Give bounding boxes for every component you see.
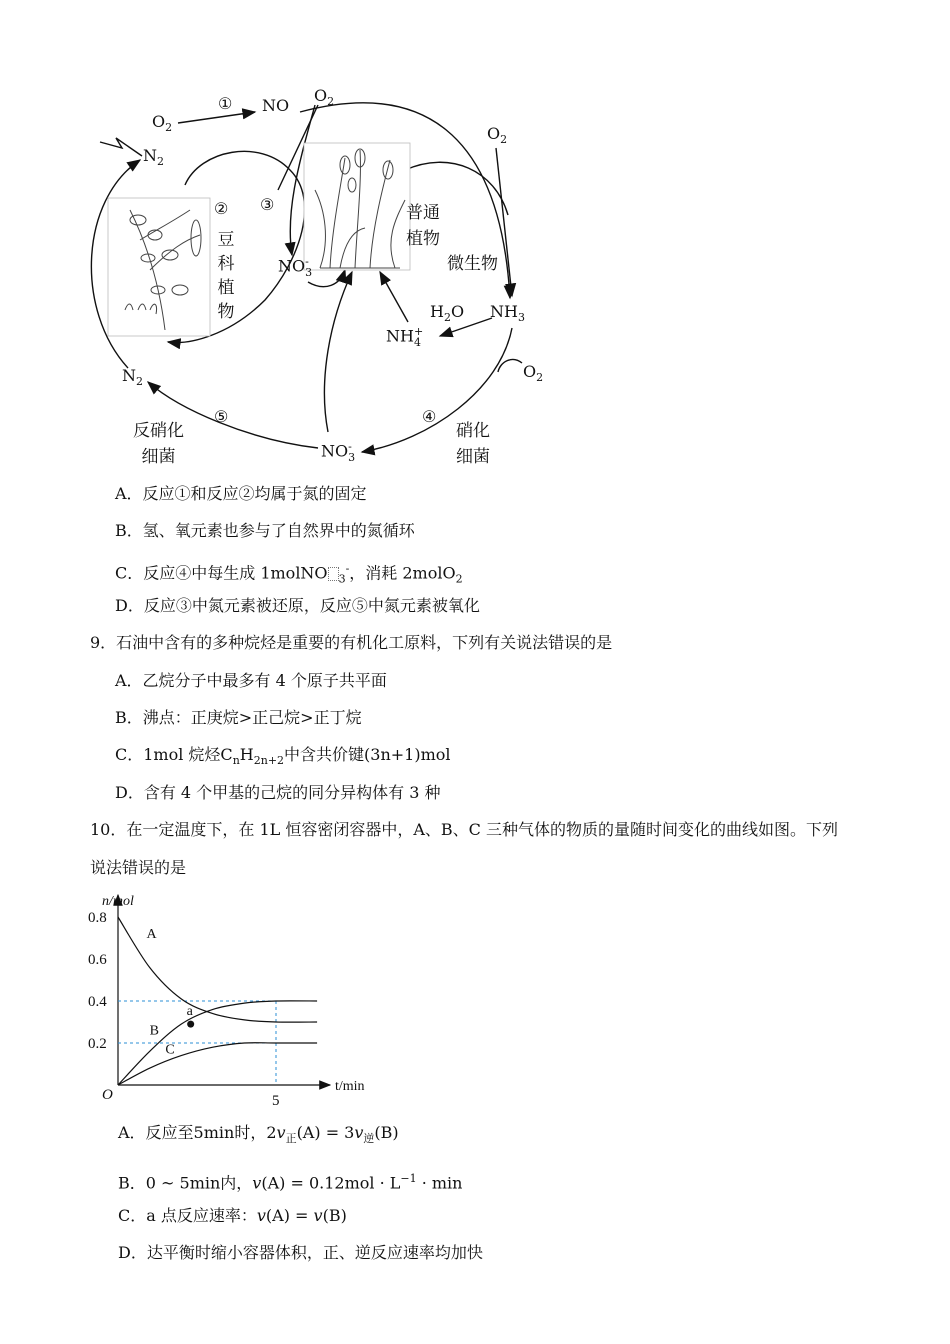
o2-label-left: $O_2$: [152, 112, 173, 135]
o2-label-bottom: $O_2$: [523, 362, 544, 385]
n2-label-bottom: $N_2$: [122, 366, 143, 389]
y-tick-label: 0.6: [88, 952, 107, 968]
amount-vs-time-chart: [80, 885, 390, 1110]
q8-option-d: D．反应③中氮元素被还原，反应⑤中氮元素被氧化: [115, 596, 480, 615]
nitrifying-bacteria-label: 硝化 细菌: [456, 421, 490, 467]
y-axis-label: n/mol: [102, 894, 134, 909]
legume-plant-image: [108, 198, 210, 336]
q8-option-c: C．反应④中每生成 1molNO $_3$-，消耗 2molO$_2$: [115, 562, 463, 586]
q10-stem-line1: 10．在一定温度下，在 1L 恒容密闭容器中，A、B、C 三种气体的物质的量随时间变化的曲线如图。下列: [90, 820, 838, 839]
y-tick-label: 0.8: [88, 910, 107, 926]
denitrifying-bacteria-label: 反硝化 细菌: [133, 421, 184, 467]
q10-stem-line2: 说法错误的是: [90, 858, 187, 877]
nitrogen-cycle-diagram: [0, 0, 950, 480]
o2-label-right: $O_2$: [487, 124, 508, 147]
point-a-marker: [187, 1021, 194, 1028]
series-A-label: A: [146, 927, 157, 942]
q8-option-a: A．反应①和反应②均属于氮的固定: [115, 484, 367, 503]
q10-option-b: B．0 ~ 5min内，$v(A) = 0.12mol \cdot L^{-1} \cdot \min$: [118, 1172, 463, 1193]
microbe-label: 微生物: [447, 254, 498, 274]
step-3-label: ③: [260, 195, 275, 214]
q9-option-d: D．含有 4 个甲基的己烷的同分异构体有 3 种: [115, 783, 441, 802]
o2-label-top: $O_2$: [314, 86, 335, 109]
origin-label: O: [102, 1087, 113, 1103]
series-B-label: B: [149, 1023, 159, 1039]
q9-option-c: C．1mol 烷烃$C_nH_{2n+2}$中含共价键(3n+1)mol: [115, 745, 451, 768]
common-plant-label: 普通 植物: [406, 203, 440, 249]
n2-label-top: $N_2$: [143, 146, 164, 169]
nh3-label: $NH_3$: [490, 302, 525, 325]
q9-option-b: B．沸点：正庚烷>正己烷>正丁烷: [115, 708, 362, 727]
common-plant-image: [304, 143, 410, 270]
x-axis-label: t/min: [335, 1079, 365, 1094]
step-2-label: ②: [214, 199, 229, 218]
step-5-label: ⑤: [214, 407, 229, 426]
x-tick-label: 5: [272, 1093, 280, 1109]
no3-label-bottom: NO - 3: [321, 440, 356, 464]
series-C-line: [118, 1043, 317, 1085]
q9-option-a: A．乙烷分子中最多有 4 个原子共平面: [115, 671, 387, 690]
q10-option-d: D．达平衡时缩小容器体积，正、逆反应速率均加快: [118, 1243, 483, 1262]
h2o-label: $H_2O$: [430, 302, 465, 325]
point-a-label: a: [186, 1004, 193, 1020]
nh4-label: NH + 4: [386, 325, 424, 349]
step-1-label: ①: [218, 94, 233, 113]
q8-option-b: B．氢、氧元素也参与了自然界中的氮循环: [115, 521, 415, 540]
no3-label-upper: NO - 3: [278, 255, 313, 279]
no-label: NO: [262, 96, 290, 115]
y-tick-label: 0.2: [88, 1036, 107, 1052]
q10-option-c: C．a 点反应速率：v(A) = v(B): [118, 1206, 347, 1225]
step-4-label: ④: [422, 407, 437, 426]
q10-option-a: A．反应至5min时，$2v_正(A) = 3v_逆(B)$: [118, 1123, 399, 1146]
y-tick-label: 0.4: [88, 994, 107, 1010]
legume-plant-label: 豆 科 植 物: [217, 230, 235, 322]
q9-stem: 9．石油中含有的多种烷烃是重要的有机化工原料，下列有关说法错误的是: [90, 633, 613, 652]
series-C-label: C: [165, 1042, 175, 1058]
